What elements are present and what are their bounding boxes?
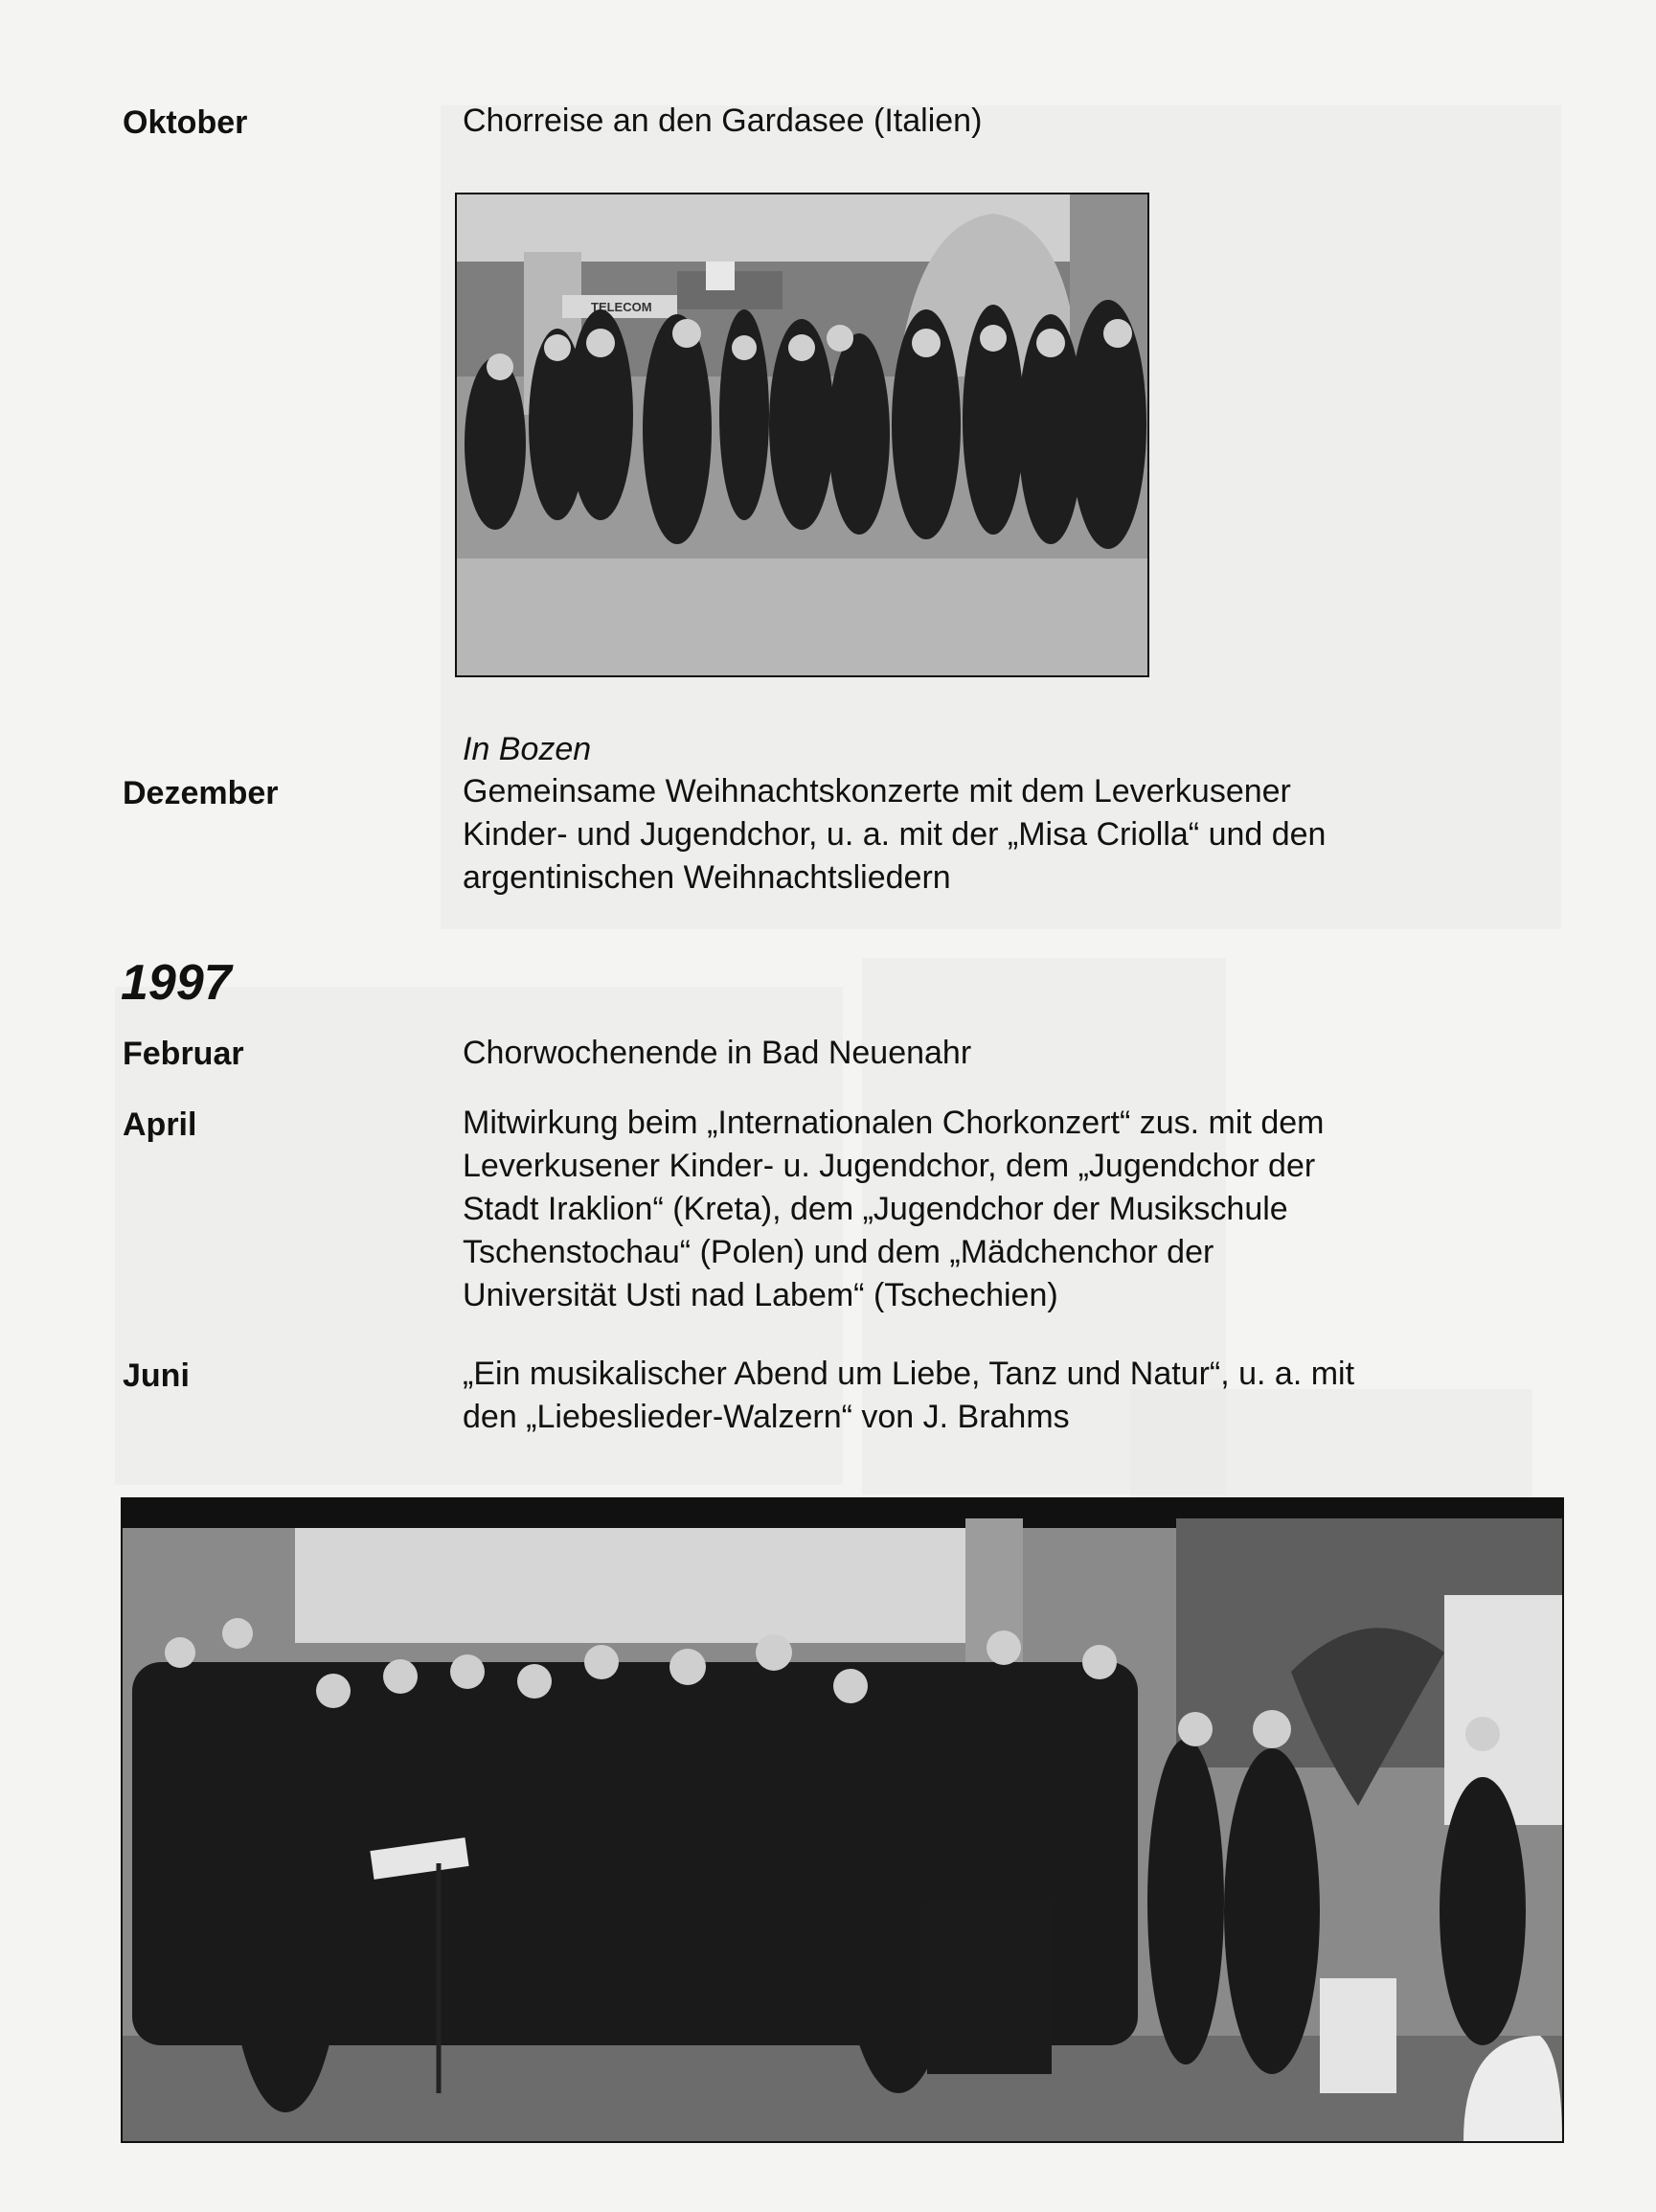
event-text-juni — [463, 1353, 1564, 1439]
event-line: Kinder- und Jugendchor, u. a. mit der „Misa Criolla“ und den — [463, 816, 1327, 853]
event-line: Gemeinsame Weihnachtskonzerte mit dem Leverkusener — [463, 773, 1291, 810]
event-line: Mitwirkung beim „Internationalen Chorkonzert“ zus. mit dem — [463, 1105, 1325, 1141]
event-line: Stadt Iraklion“ (Kreta), dem „Jugendchor der Musikschule — [463, 1191, 1288, 1227]
photo-caption: In Bozen — [463, 731, 592, 767]
month-label-oktober: Oktober — [123, 104, 248, 141]
month-label-april: April — [123, 1106, 197, 1143]
photo-in-bozen — [455, 193, 1149, 677]
event-text-februar — [463, 1032, 1564, 1075]
event-text-april — [463, 1102, 1564, 1317]
telecom-sign: TELECOM — [591, 300, 652, 314]
event-line: Leverkusener Kinder- u. Jugendchor, dem „Jugendchor der — [463, 1148, 1316, 1184]
event-line: argentinischen Weihnachtsliedern — [463, 859, 951, 896]
group-street-photo — [457, 194, 1147, 675]
month-label-dezember: Dezember — [123, 775, 279, 811]
month-label-februar: Februar — [123, 1036, 244, 1072]
event-text-dezember — [463, 770, 1564, 900]
choir-stage-photo — [123, 1499, 1562, 2141]
event-text-oktober — [463, 100, 1564, 143]
event-line: Chorwochenende in Bad Neuenahr — [463, 1035, 972, 1071]
event-line: den „Liebeslieder-Walzern“ von J. Brahms — [463, 1399, 1070, 1435]
month-label-juni: Juni — [123, 1357, 190, 1394]
year-heading: 1997 — [121, 955, 232, 1011]
event-line: Chorreise an den Gardasee (Italien) — [463, 103, 983, 139]
event-line: Tschenstochau“ (Polen) und dem „Mädchenchor der — [463, 1234, 1214, 1270]
photo-concert — [121, 1497, 1564, 2143]
event-line: „Ein musikalischer Abend um Liebe, Tanz und Natur“, u. a. mit — [463, 1356, 1355, 1392]
event-line: Universität Usti nad Labem“ (Tschechien) — [463, 1277, 1058, 1313]
